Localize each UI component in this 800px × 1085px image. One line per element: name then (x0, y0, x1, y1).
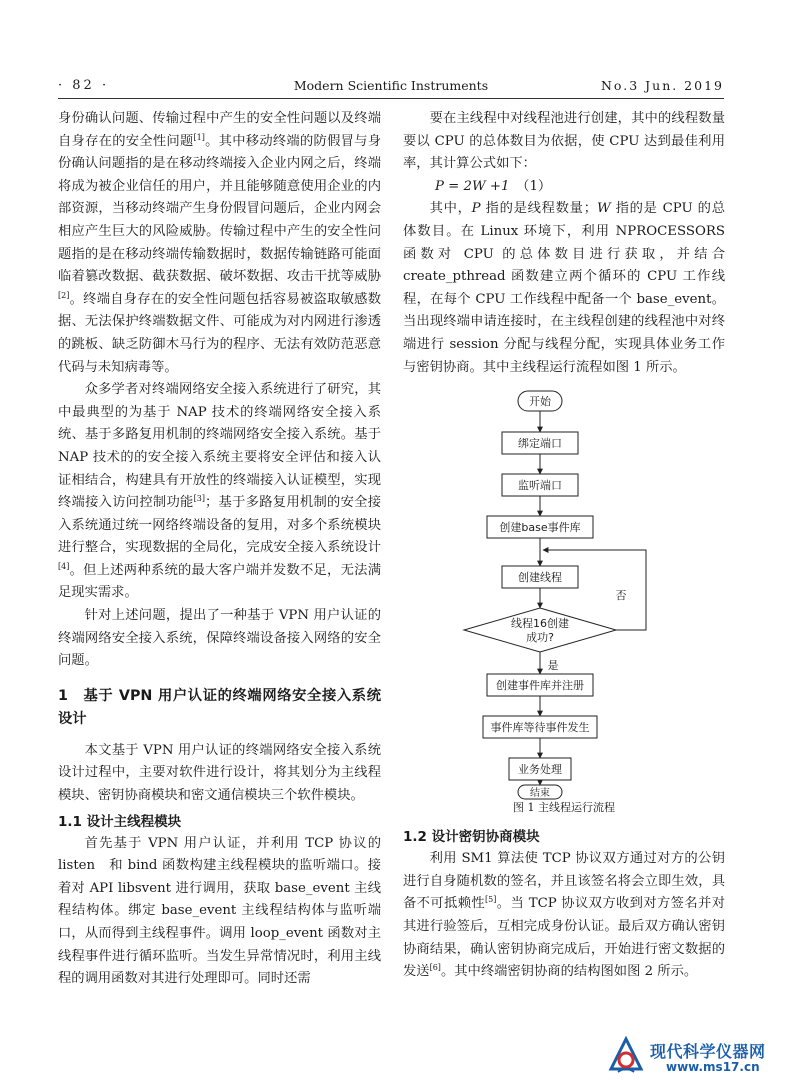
paragraph: 其中，P 指的是线程数量；W 指的是 CPU 的总体数目。在 Linux 环境下，利用 NPROCESSORS 函数对 CPU 的总体数目进行获取，并结合 create_pthread 函数建立两个循环的 CPU 工作线程，在每个 CPU 工作线程中配备一个 base_event。当出现终端申请连接时，在主线程创建的线程池中对终端进行 session 分配与线程分配，实现具体业务工作与密钥协商。其中主线程运行流程如图 1 所示。 (403, 201, 725, 375)
flow-start-label: 开始 (529, 395, 551, 409)
flow-decision-label: 线程16创建 (511, 617, 569, 631)
site-watermark[interactable] (606, 1036, 796, 1080)
site-logo-icon (606, 1036, 646, 1076)
flow-decision-node (464, 608, 616, 652)
subsection-heading: 1.1 设计主线程模块 (58, 813, 182, 830)
figure-caption: 图 1 主线程运行流程 (513, 801, 615, 815)
left-column (58, 108, 381, 991)
citation[interactable]: [6] (429, 963, 441, 973)
paragraph: 本文基于 VPN 用户认证的终端网络安全接入系统设计过程中，主要对软件进行设计，将其划分为主线程模块、密钥协商模块和密文通信模块三个软件模块。 (58, 742, 381, 804)
formula-number: （1） (522, 178, 552, 194)
subsection-heading: 1.2 设计密钥协商模块 (403, 829, 540, 846)
flowchart-svg (403, 385, 725, 800)
citation[interactable]: [4] (58, 561, 70, 571)
flow-yes-label: 是 (547, 659, 559, 673)
flow-bind-label: 绑定端口 (518, 437, 562, 451)
site-name: 现代科学仪器网 (650, 1042, 766, 1061)
flow-create-base-label: 创建base事件库 (499, 521, 581, 535)
citation[interactable]: [2] (58, 290, 70, 300)
paragraph: 首先基于 VPN 用户认证，并利用 TCP 协议的 listen 和 bind 函数构建主线程模块的监听端口。接着对 API libsvent 进行调用，获取 base_event 主线程结构体。绑定 base_event 主线程结构体与监听端口，从而得到主线程事件。调用 loop_event 函数对主线程事件进行循环监听。当发生异常情况时，利用主线程的调用函数对其进行处理即可。同时还需 (58, 835, 381, 987)
flow-end-label: 结束 (530, 788, 550, 800)
paragraph: 针对上述问题，提出了一种基于 VPN 用户认证的终端网络安全接入系统，保障终端设备接入网络的安全问题。 (58, 608, 381, 669)
citation[interactable]: [3] (193, 494, 205, 504)
journal-name: Modern Scientific Instruments (293, 78, 489, 93)
flow-listen-label: 监听端口 (518, 479, 562, 493)
section-heading: 1 基于 VPN 用户认证的终端网络安全接入系统设计 (58, 687, 381, 728)
flow-wait-label: 事件库等待事件发生 (490, 721, 590, 735)
site-url[interactable]: www.ms17.cn (666, 1060, 760, 1074)
flow-process-label: 业务处理 (518, 763, 562, 777)
issue-info: No.3 Jun. 2019 (600, 78, 724, 93)
flow-create-thread-label: 创建线程 (518, 571, 562, 585)
paragraph: 要在主线程中对线程池进行创建，其中的线程数量要以 CPU 的总体数目为依据，使 CPU 达到最佳利用率，其计算公式如下： (403, 111, 725, 172)
citation[interactable]: [5] (485, 895, 497, 905)
paragraph: 身份确认问题、传输过程中产生的安全性问题以及终端自身存在的安全性问题[1]。其中移动终端的防假冒与身份确认问题指的是在移动终端接入企业内网之后，终端将成为被企业信任的用户，并且能够随意使用企业的内部资源，当移动终端产生身份假冒问题后，企业内网会相应产生巨大的风险威胁。传输过程中产生的安全性问题指的是在移动终端传输数据时，数据传输链路可能面临着篡改数据、截获数据、破坏数据、攻击干扰等威胁[2]。终端自身存在的安全性问题包括容易被盗取敏感数据、无法保护终端数据文件、可能成为对内网进行渗透的跳板、缺乏防御木马行为的程序、无法有效防范恶意代码与未知病毒等。 (58, 111, 382, 375)
flow-register-label: 创建事件库并注册 (496, 679, 584, 693)
flow-decision-label-2: 成功? (526, 631, 554, 645)
right-column (403, 108, 725, 984)
page-number: · 82 · (58, 78, 110, 93)
citation[interactable]: [1] (193, 132, 205, 142)
formula: P = 2W +1 （1） (435, 178, 552, 194)
header-rule (58, 98, 724, 99)
flowchart (403, 385, 725, 800)
paragraph: 利用 SM1 算法使 TCP 协议双方通过对方的公钥进行自身随机数的签名，并且该签名将会立即生效，具备不可抵赖性[5]。当 TCP 协议双方收到对方签名并对其进行验签后，互相完成身份认证。最后双方确认密钥协商结果，确认密钥协商完成后，开始进行密文数据的发送[6]。其中终端密钥协商的结构图如图 2 所示。 (403, 851, 726, 980)
flow-no-label: 否 (615, 589, 627, 603)
page-header (58, 78, 724, 96)
paragraph: 众多学者对终端网络安全接入系统进行了研究，其中最典型的为基于 NAP 技术的终端网络安全接入系统、基于多路复用机制的终端网络安全接入系统。基于 NAP 技术的的安全接入系统主要将安全评估和接入认证相结合，构建具有开放性的终端接入认证模型，实现终端接入访问控制功能[3]；基于多路复用机制的安全接入系统通过统一网络终端设备的复用，对多个系统模块进行整合，实现数据的全局化，完成安全接入系统设计[4]。但上述两种系统的最大客户端并发数不足，无法满足现实需求。 (58, 382, 382, 601)
